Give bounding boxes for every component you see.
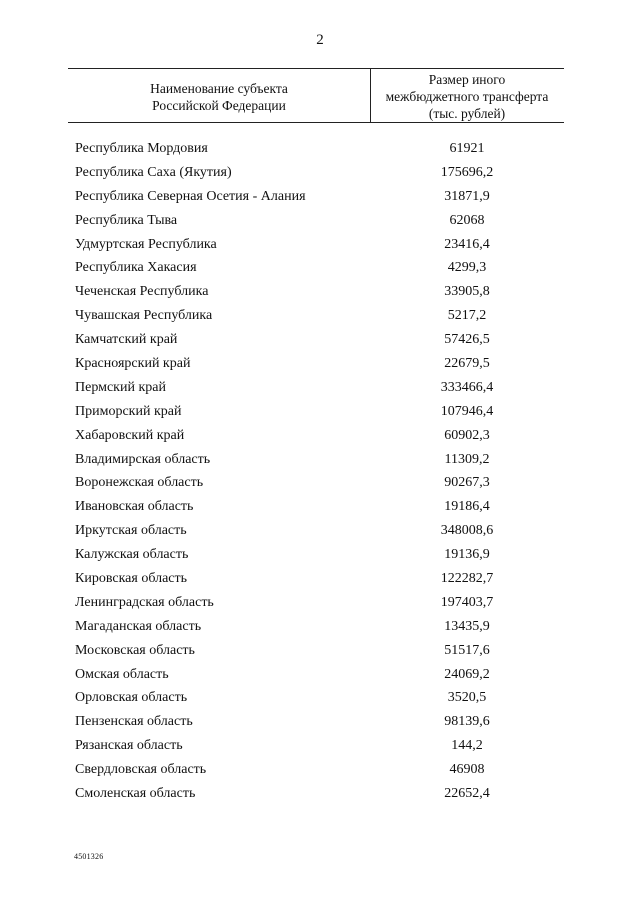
transfer-amount: 348008,6 <box>440 523 494 539</box>
region-name: Хабаровский край <box>75 427 185 443</box>
region-name: Ивановская область <box>75 499 194 515</box>
region-name: Республика Тыва <box>75 212 178 228</box>
transfer-amount: 23416,4 <box>444 236 490 252</box>
region-name: Магаданская область <box>75 618 202 634</box>
transfer-amount: 60902,3 <box>444 427 490 443</box>
transfer-amount: 19136,9 <box>444 547 490 563</box>
transfer-amount: 197403,7 <box>440 594 494 610</box>
table-row <box>0 663 640 687</box>
table-row <box>0 567 640 591</box>
header-region-name-line2: Российской Федерации <box>152 98 286 113</box>
region-name: Камчатский край <box>75 332 178 348</box>
region-name: Орловская область <box>75 690 188 706</box>
table-header-rule <box>68 122 564 123</box>
table-row <box>0 782 640 806</box>
table-row <box>0 209 640 233</box>
table-row <box>0 543 640 567</box>
transfer-amount: 31871,9 <box>444 188 490 204</box>
transfer-amount: 122282,7 <box>440 571 494 587</box>
transfer-amount: 19186,4 <box>444 499 490 515</box>
transfer-amount: 3520,5 <box>447 690 487 706</box>
region-name: Республика Мордовия <box>75 141 208 156</box>
transfer-amount: 51517,6 <box>444 642 490 658</box>
region-name: Владимирская область <box>75 451 211 467</box>
region-name: Кировская область <box>75 571 188 587</box>
region-name: Республика Саха (Якутия) <box>75 164 232 180</box>
region-name: Омская область <box>75 666 169 682</box>
region-name: Смоленская область <box>75 786 196 802</box>
transfer-amount: 61921 <box>449 141 485 156</box>
transfer-amount: 107946,4 <box>440 403 494 419</box>
table-body <box>0 137 640 806</box>
region-name: Чеченская Республика <box>75 284 209 300</box>
table-row <box>0 233 640 257</box>
page-number: 2 <box>316 32 324 48</box>
region-name: Калужская область <box>75 547 189 563</box>
table-row <box>0 591 640 615</box>
region-name: Московская область <box>75 642 195 658</box>
region-name: Республика Северная Осетия - Алания <box>75 188 306 204</box>
table-row <box>0 304 640 328</box>
transfer-amount: 22652,4 <box>444 786 490 802</box>
transfer-amount: 22679,5 <box>444 356 490 372</box>
header-region-name-line1: Наименование субъекта <box>150 81 288 96</box>
table-top-rule <box>68 68 564 69</box>
transfer-amount: 24069,2 <box>444 666 490 682</box>
header-transfer-amount-line2: межбюджетного трансферта <box>385 89 549 104</box>
transfer-amount: 11309,2 <box>444 451 490 467</box>
transfer-amount: 5217,2 <box>447 308 487 324</box>
transfer-amount: 175696,2 <box>440 164 494 180</box>
transfer-amount: 4299,3 <box>447 260 487 276</box>
table-row <box>0 615 640 639</box>
table-row <box>0 710 640 734</box>
transfer-amount: 144,2 <box>451 738 483 754</box>
table-row <box>0 686 640 710</box>
region-name: Республика Хакасия <box>75 260 197 276</box>
table-row <box>0 376 640 400</box>
region-name: Приморский край <box>75 403 182 419</box>
table-row <box>0 328 640 352</box>
document-code: 4501326 <box>74 852 104 861</box>
header-transfer-amount <box>370 71 564 122</box>
header-transfer-amount-line3: (тыс. рублей) <box>428 106 506 121</box>
table-row <box>0 448 640 472</box>
table-row <box>0 400 640 424</box>
table-row <box>0 758 640 782</box>
region-name: Удмуртская Республика <box>75 236 217 252</box>
region-name: Воронежская область <box>75 475 204 491</box>
transfer-amount: 62068 <box>449 212 485 228</box>
transfer-amount: 13435,9 <box>444 618 490 634</box>
transfer-amount: 46908 <box>449 762 485 778</box>
header-region-name <box>68 80 370 114</box>
transfer-amount: 333466,4 <box>440 379 494 395</box>
table-row <box>0 280 640 304</box>
region-name: Свердловская область <box>75 762 207 778</box>
table-row <box>0 256 640 280</box>
table-row <box>0 519 640 543</box>
table-row <box>0 161 640 185</box>
table-row <box>0 495 640 519</box>
transfer-amount: 33905,8 <box>444 284 490 300</box>
region-name: Иркутская область <box>75 523 187 539</box>
region-name: Красноярский край <box>75 356 191 372</box>
transfer-amount: 57426,5 <box>444 332 490 348</box>
table-row <box>0 137 640 161</box>
header-transfer-amount-line1: Размер иного <box>428 72 506 87</box>
region-name: Пермский край <box>75 379 166 395</box>
region-name: Ленинградская область <box>75 594 214 610</box>
transfer-amount: 90267,3 <box>444 475 490 491</box>
transfer-amount: 98139,6 <box>444 714 490 730</box>
table-row <box>0 471 640 495</box>
table-row <box>0 185 640 209</box>
table-row <box>0 352 640 376</box>
table-row <box>0 639 640 663</box>
table-row <box>0 424 640 448</box>
region-name: Рязанская область <box>75 738 183 754</box>
table-row <box>0 734 640 758</box>
region-name: Чувашская Республика <box>75 308 213 324</box>
region-name: Пензенская область <box>75 714 193 730</box>
